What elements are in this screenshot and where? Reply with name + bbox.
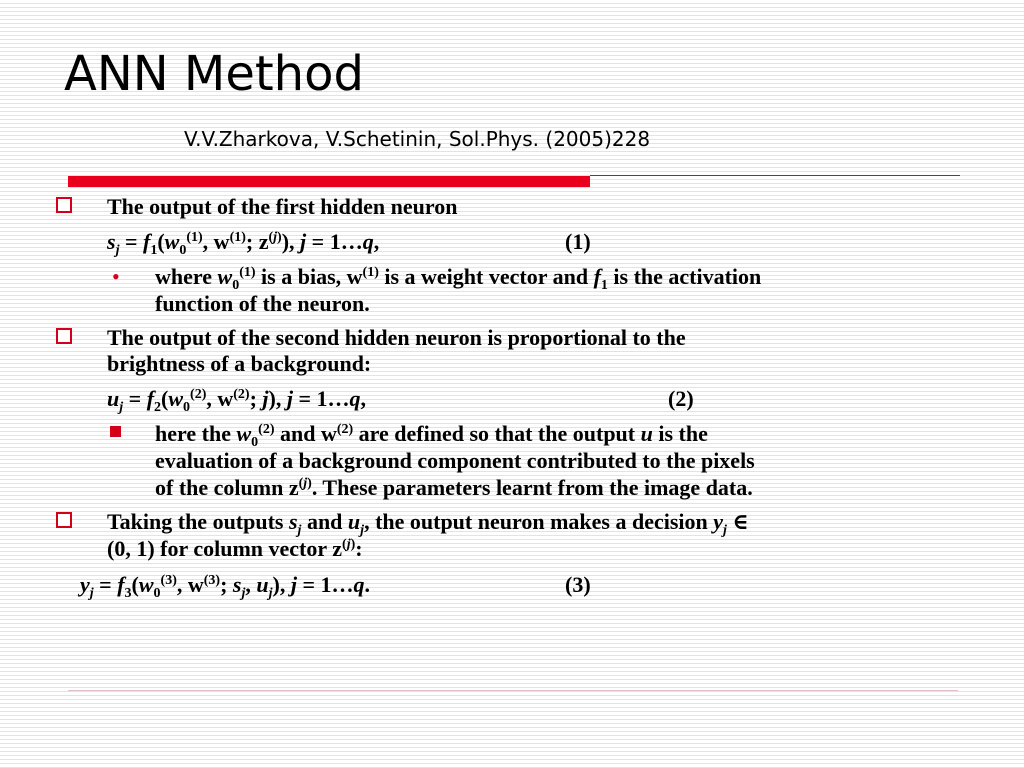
bullet-1-text: The output of the first hidden neuron: [107, 194, 458, 219]
sub-bullet-1-line-1: where $w_0^{(1)}$ is a bias, $w^{(1)}$ is a weight vector and $f_1$ is the activation: [155, 264, 762, 293]
title-divider-line: [590, 175, 960, 176]
sub-bullet-1-line-2: function of the neuron.: [155, 291, 370, 316]
slide-title: ANN Method: [64, 46, 364, 102]
bullet-2-line-1: The output of the second hidden neuron is proportional to the: [107, 325, 686, 350]
filled-square-bullet-icon: [110, 426, 121, 437]
equation-2-number: (2): [668, 386, 694, 411]
hollow-square-bullet-icon: [56, 512, 72, 528]
equation-1-number: (1): [565, 229, 591, 254]
dot-bullet-icon: •: [112, 264, 120, 289]
bullet-2-line-2: brightness of a background:: [107, 351, 372, 376]
equation-3-number: (3): [565, 572, 591, 597]
bullet-3-line-1: Taking the outputs $s_j$ and $u_j$, the output neuron makes a decision $y_j$ ∈: [107, 509, 749, 538]
equation-1: $s_j = f_1(w_0^{(1)}$, $w^{(1)}$; $z^{(j)}$), j = 1…q,: [107, 229, 380, 258]
hollow-square-bullet-icon: [56, 197, 72, 213]
sub-bullet-2-line-3: of the column $z^{(j)}$. These parameters learnt from the image data.: [155, 475, 753, 500]
title-divider-bar: [68, 176, 590, 187]
citation: V.V.Zharkova, V.Schetinin, Sol.Phys. (2005)228: [184, 127, 651, 151]
sub-bullet-2-line-1: here the $w_0^{(2)}$ and $w^{(2)}$ are defined so that the output u is the: [155, 421, 708, 450]
hollow-square-bullet-icon: [56, 328, 72, 344]
footer-divider: [68, 690, 958, 691]
bullet-3-line-2: (0, 1) for column vector $z^{(j)}$:: [107, 536, 363, 561]
equation-3: $y_j = f_3(w_0^{(3)}$, $w^{(3)}$; $s_j$, $u_j$), j = 1…q.: [80, 572, 371, 601]
sub-bullet-2-line-2: evaluation of a background component contributed to the pixels: [155, 448, 755, 473]
equation-2: $u_j = f_2(w_0^{(2)}$, $w^{(2)}$; j), j = 1…q,: [107, 386, 367, 415]
